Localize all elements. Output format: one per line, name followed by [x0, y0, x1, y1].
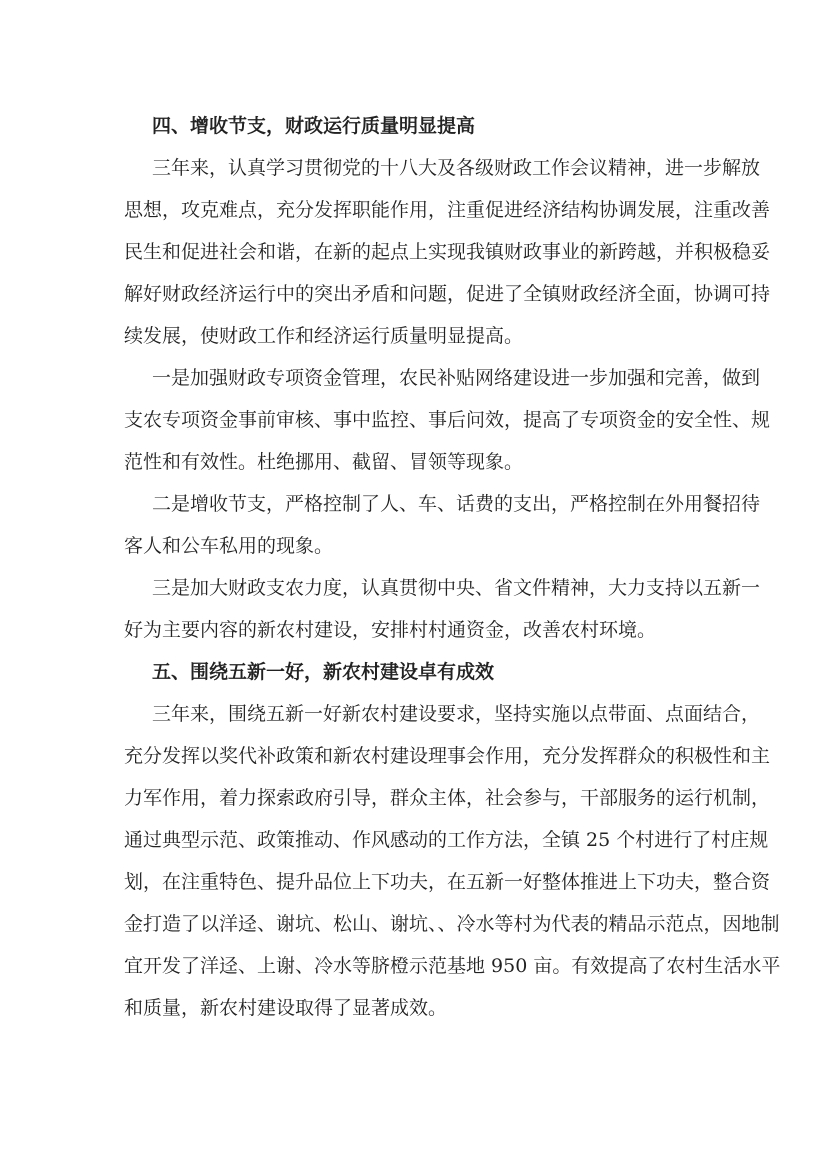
paragraph-line: 客人和公车私用的现象。 — [124, 535, 334, 557]
paragraph-line: 三年来，围绕五新一好新农村建设要求，坚持实施以点带面、点面结合， — [152, 703, 761, 725]
section-heading: 五、围绕五新一好，新农村建设卓有成效 — [152, 661, 495, 683]
paragraph-line: 思想，攻克难点，充分发挥职能作用，注重促进经济结构协调发展，注重改善 — [124, 199, 771, 221]
paragraph-line: 支农专项资金事前审核、事中监控、事后问效，提高了专项资金的安全性、规 — [124, 409, 771, 431]
paragraph-line: 民生和促进社会和谐，在新的起点上实现我镇财政事业的新跨越，并积极稳妥 — [124, 241, 771, 263]
paragraph-line: 充分发挥以奖代补政策和新农村建设理事会作用，充分发挥群众的积极性和主 — [124, 745, 771, 767]
paragraph-line: 二是增收节支，严格控制了人、车、话费的支出，严格控制在外用餐招待 — [152, 493, 761, 515]
paragraph-line: 宜开发了洋迳、上谢、冷水等脐橙示范基地 950 亩。有效提高了农村生活水平 — [124, 955, 781, 977]
paragraph-line: 三是加大财政支农力度，认真贯彻中央、省文件精神，大力支持以五新一 — [152, 577, 761, 599]
paragraph-line: 划，在注重特色、提升品位上下功夫，在五新一好整体推进上下功夫，整合资 — [124, 871, 771, 893]
paragraph-line: 金打造了以洋迳、谢坑、松山、谢坑、、冷水等村为代表的精品示范点，因地制 — [124, 913, 780, 935]
paragraph-line: 解好财政经济运行中的突出矛盾和问题，促进了全镇财政经济全面，协调可持 — [124, 283, 771, 305]
paragraph-line: 通过典型示范、政策推动、作风感动的工作方法，全镇 25 个村进行了村庄规 — [124, 829, 769, 851]
paragraph-line: 三年来，认真学习贯彻党的十八大及各级财政工作会议精神，进一步解放 — [152, 157, 761, 179]
paragraph-line: 范性和有效性。杜绝挪用、截留、冒领等现象。 — [124, 451, 524, 473]
paragraph-line: 一是加强财政专项资金管理，农民补贴网络建设进一步加强和完善，做到 — [152, 367, 761, 389]
section-heading: 四、增收节支，财政运行质量明显提高 — [152, 115, 476, 137]
paragraph-line: 力军作用，着力探索政府引导，群众主体，社会参与，干部服务的运行机制， — [124, 787, 771, 809]
paragraph-line: 好为主要内容的新农村建设，安排村村通资金，改善农村环境。 — [124, 619, 657, 641]
paragraph-line: 续发展，使财政工作和经济运行质量明显提高。 — [124, 325, 524, 347]
paragraph-line: 和质量，新农村建设取得了显著成效。 — [124, 997, 448, 1019]
